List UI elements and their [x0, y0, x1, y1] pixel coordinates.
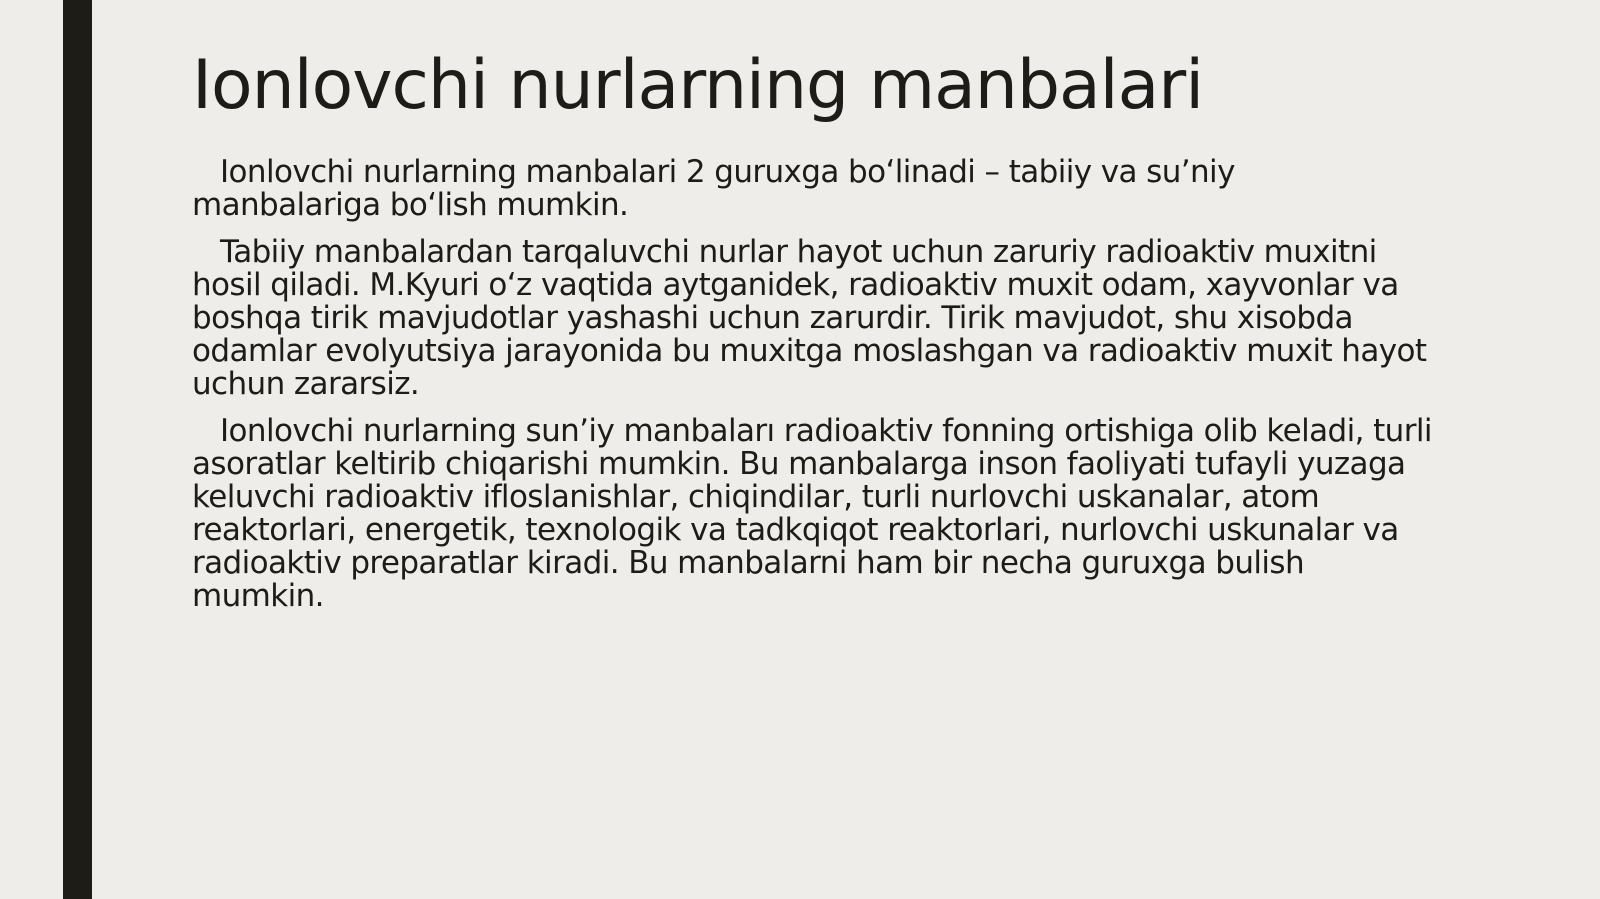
body-paragraph-3: Ionlovchi nurlarning sunʼiy manbaları radioaktiv fonning ortishiga olib keladi, turli asoratlar keltirib chiqarishi mumkin. Bu manbalarga inson faoliyati tufayli yuzaga keluvchi radioaktiv ifloslanishlar, chiqindilar, turli nurlovchi uskanalar, atom reaktorlari, energetik, texnologik va tadkqiqot reaktorlari, nurlovchi uskunalar va radioaktiv preparatlar kiradi. Bu manbalarni ham bir necha guruxga bulish mumkin.: [192, 413, 1432, 614]
body-paragraph-1: Ionlovchi nurlarning manbalari 2 guruxga boʻlinadi – tabiiy va suʼniy manbalariga boʻlish mumkin.: [192, 154, 1235, 223]
accent-bar: [63, 0, 92, 899]
slide-body: [192, 156, 1432, 627]
slide-title: Ionlovchi nurlarning manbalari: [192, 46, 1204, 125]
body-paragraph-2: Tabiiy manbalardan tarqaluvchi nurlar hayot uchun zaruriy radioaktiv muxitni hosil qiladi. M.Kyuri oʻz vaqtida aytganidek, radioaktiv muxit odam, xayvonlar va boshqa tirik mavjudotlar yashashi uchun zarurdir. Tirik mavjudot, shu xisobda odamlar evolyutsiya jarayonida bu muxitga moslashgan va radioaktiv muxit hayot uchun zararsiz.: [192, 234, 1427, 402]
